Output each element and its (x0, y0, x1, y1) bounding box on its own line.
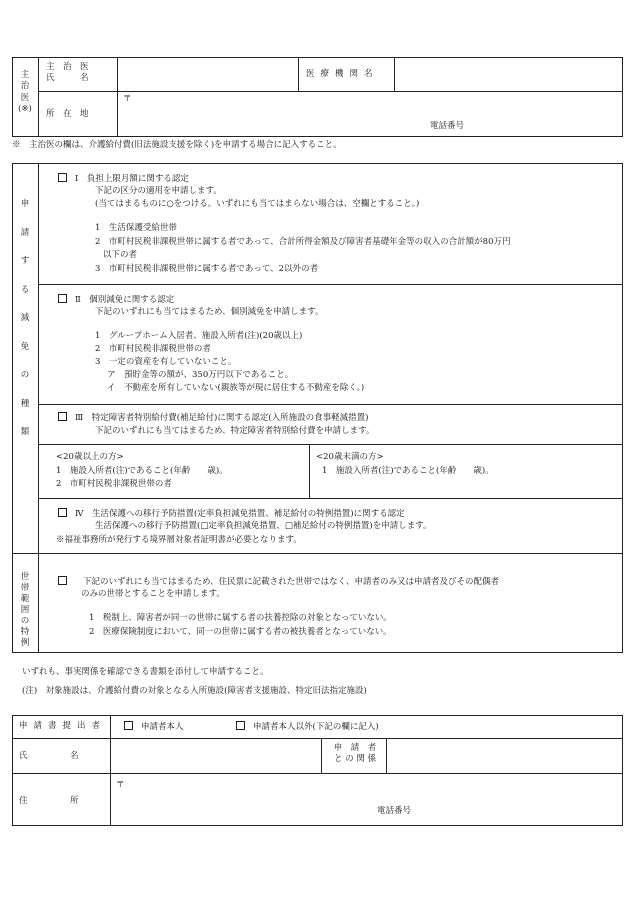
sec2-item-3a: ア 預貯金等の額が、350万円以下であること。 (107, 370, 294, 380)
self-checkbox[interactable] (124, 721, 133, 730)
doctor-note: ※ 主治医の欄は、介護給付費(旧法施設支援を除く)を申請する場合に記入すること。 (12, 140, 342, 150)
sec3-checkbox[interactable] (58, 412, 67, 421)
sec1-title[interactable]: Ⅰ 負担上限月額に関する認定 (58, 173, 189, 185)
sec3-left-item-1: 1 施設入所者(注)であること(年齢 歳)。 (56, 466, 228, 476)
sec2-line-1: 下記のいずれにも当てはまるため、個別減免を申請します。 (95, 307, 324, 317)
submitter-option-self[interactable]: 申請者本人 (124, 721, 184, 733)
note-attach: いずれも、事実関係を確認できる書類を添付して申請すること。 (22, 667, 269, 677)
note-facility: (注) 対象施設は、介護給付費の対象となる入所施設(障害者支援施設、特定旧法指定施設) (22, 686, 367, 696)
submitter-name-field[interactable] (114, 741, 318, 770)
relation-label: 申 請 者 と の 関 係 (333, 743, 377, 765)
sec1-item-1: 1 生活保護受給世帯 (95, 223, 177, 233)
household-item-1: 1 税制上、障害者が同一の世帯に属する者の扶養控除の対象となっていない。 (89, 613, 392, 623)
institution-label: 医療機関名 (306, 69, 379, 79)
sec3-left-head: <20歳以上の方> (56, 452, 124, 462)
doctor-name-field[interactable] (120, 60, 295, 88)
household-text-2: のみの世帯とすることを申請します。 (81, 589, 225, 599)
sec3-line-1: 下記のいずれにも当てはまるため、特定障害者特別給付費を申請します。 (95, 426, 375, 436)
household-side-label: 世 帯 範 囲 の 特 例 (20, 572, 30, 648)
sec2-item-3b: イ 不動産を所有していない(親族等が現に居住する不動産を除く。) (107, 383, 365, 393)
doctor-address-label: 所 在 地 (46, 109, 89, 119)
household-checkbox-row[interactable]: 下記のいずれにも当てはまるため、住民票に記載された世帯ではなく、申請者のみ又は申請者及びその配偶者 (58, 576, 499, 588)
sec2-title[interactable]: Ⅱ 個別減免に関する認定 (58, 294, 174, 306)
submitter-option-other[interactable]: 申請者本人以外(下記の欄に記入) (236, 721, 379, 733)
sec2-item-2: 2 市町村民税非課税世帯の者 (95, 344, 211, 354)
sec4-line-1: 生活保護への移行予防措置(□定率負担減免措置、□補足給付の特例措置)を申請します。 (95, 521, 432, 531)
sec2-item-3: 3 一定の資産を有していないこと。 (95, 357, 237, 367)
household-item-2: 2 医療保険制度において、同一の世帯に属する者の被扶養者となっていない。 (89, 627, 392, 637)
sec1-line-1: 下記の区分の適用を申請します。 (95, 186, 222, 196)
sec3-title[interactable]: Ⅲ 特定障害者特別給付費(補足給付)に関する認定(入所施設の食事軽減措置) (58, 412, 368, 424)
other-checkbox[interactable] (236, 721, 245, 730)
submitter-postal-mark: 〒 (116, 780, 125, 790)
doctor-phone-label: 電話番号 (430, 121, 465, 131)
submitter-phone-label: 電話番号 (377, 806, 412, 816)
reduction-side-label: 申 請 す る 減 免 の 種 類 (20, 199, 30, 437)
relation-field[interactable] (390, 741, 619, 770)
sec3-right-item-1: 1 施設入所者(注)であること(年齢 歳)。 (322, 466, 494, 476)
sec1-checkbox[interactable] (58, 173, 67, 182)
sec1-item-2: 2 市町村民税非課税世帯に属する者であって、合計所得金額及び障害者基礎年金等の収入の合計額が80万円 (95, 237, 511, 247)
sec1-item-2-cont: 以下の者 (103, 250, 138, 260)
submitter-address-label: 住 所 (19, 796, 79, 806)
sec4-checkbox[interactable] (58, 508, 67, 517)
postal-mark: 〒 (123, 94, 132, 104)
sec1-line-2: (当てはまるものに○をつける。いずれにも当てはまらない場合は、空欄とすること。) (95, 199, 420, 209)
sec3-right-head: <20歳未満の方> (316, 452, 384, 462)
institution-field[interactable] (397, 60, 619, 88)
sec1-item-3: 3 市町村民税非課税世帯に属する者であって、2以外の者 (95, 264, 319, 274)
sec4-title[interactable]: Ⅳ 生活保護への移行予防措置(定率負担減免措置、補足給付の特例措置)に関する認定 (58, 508, 405, 520)
submitter-name-label: 氏 名 (19, 751, 79, 761)
doctor-side-label: 主 治 医 (※) (18, 70, 32, 115)
doctor-name-label: 主 治 医 氏 名 (46, 62, 89, 84)
household-checkbox[interactable] (58, 576, 67, 585)
sec2-item-1: 1 グループホーム入居者、施設入所者(注)(20歳以上) (95, 331, 303, 341)
submitter-label: 申請書提出者 (19, 721, 107, 731)
sec4-note: ※福祉事務所が発行する境界層対象者証明書が必要となります。 (56, 535, 302, 545)
sec3-left-item-2: 2 市町村民税非課税世帯の者 (56, 479, 172, 489)
sec2-checkbox[interactable] (58, 294, 67, 303)
